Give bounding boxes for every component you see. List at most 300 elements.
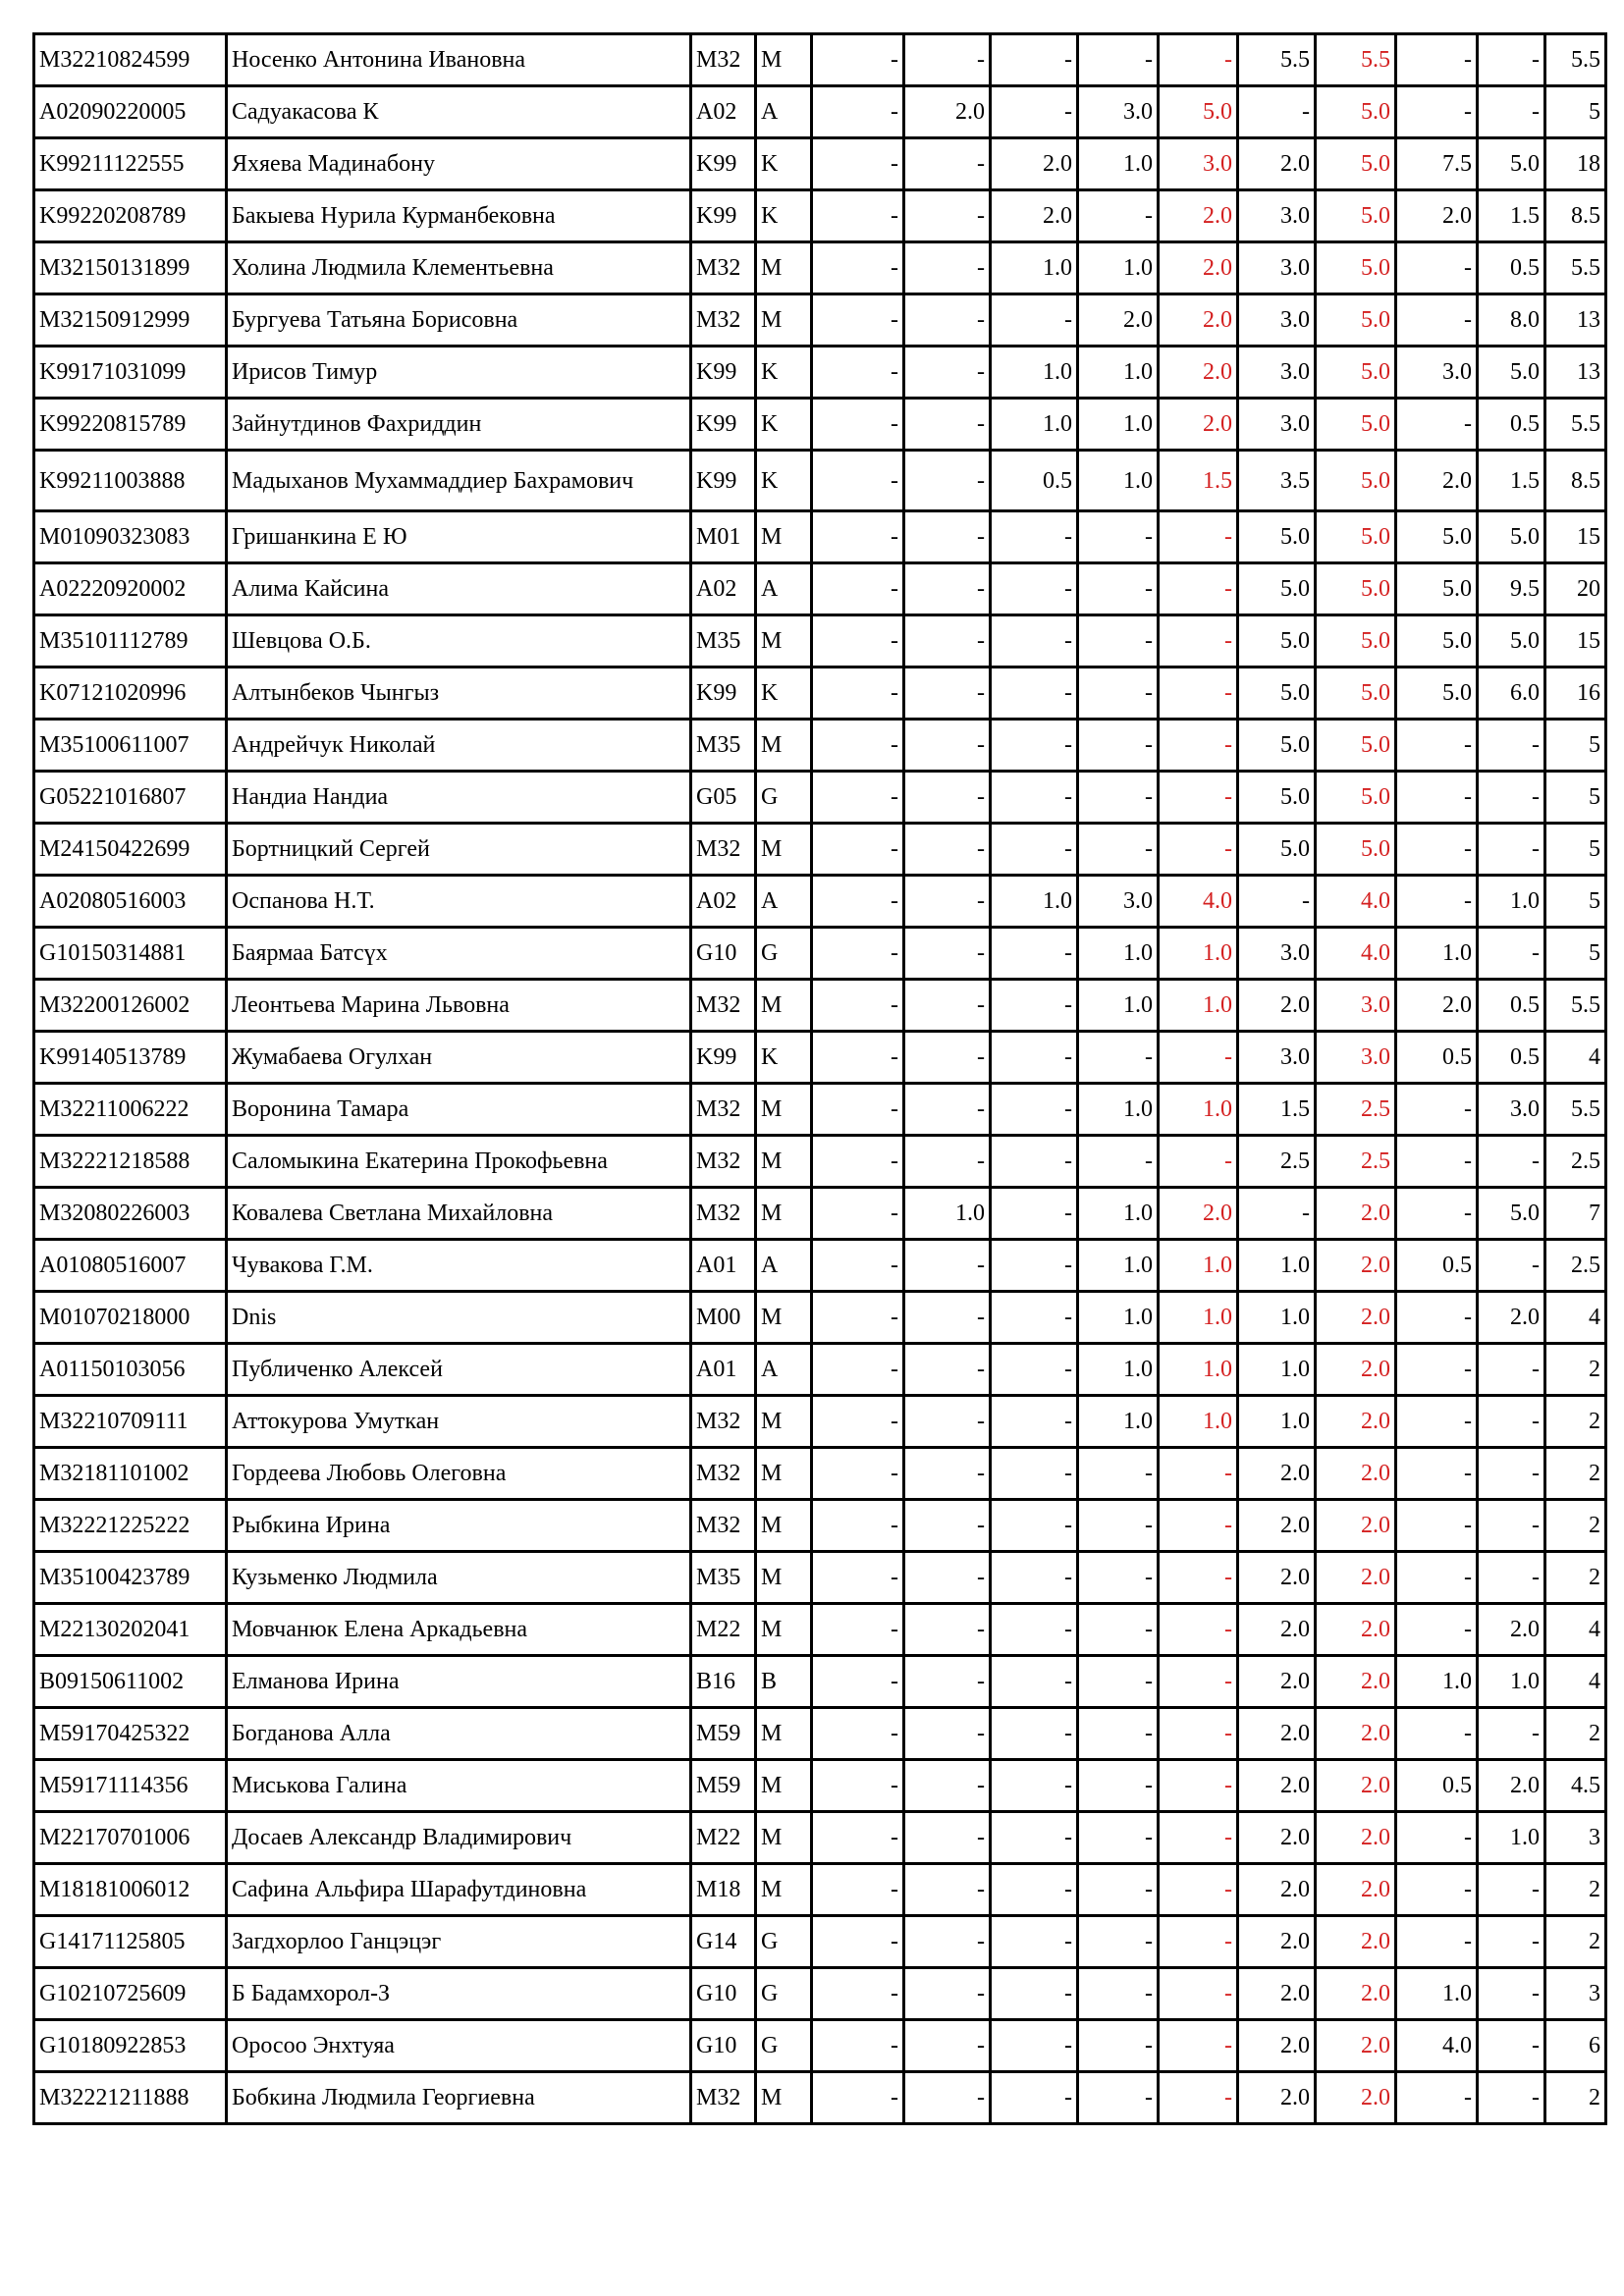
- cell-value-6: 2.0: [1238, 1968, 1316, 2020]
- cell-sum: 2: [1545, 1552, 1606, 1604]
- cell-subtotal: -: [1159, 772, 1238, 824]
- cell-group: M: [756, 1760, 812, 1812]
- cell-value-6: 1.0: [1238, 1396, 1316, 1448]
- cell-total: 2.0: [1316, 1344, 1396, 1396]
- cell-total: 5.0: [1316, 772, 1396, 824]
- cell-subtotal: 2.0: [1159, 1188, 1238, 1240]
- cell-total: 2.0: [1316, 1812, 1396, 1864]
- table-row: [34, 928, 1606, 980]
- cell-value-9: -: [1478, 1968, 1545, 2020]
- cell-code: A01: [691, 1344, 756, 1396]
- cell-name: Бакыева Нурила Курманбековна: [227, 190, 691, 242]
- cell-name: Жумабаева Огулхан: [227, 1032, 691, 1084]
- cell-subtotal: -: [1159, 34, 1238, 86]
- cell-subtotal: 3.0: [1159, 138, 1238, 190]
- cell-value-2: -: [904, 980, 991, 1032]
- cell-value-3: -: [991, 563, 1078, 615]
- table-row: [34, 1760, 1606, 1812]
- cell-value-3: -: [991, 2020, 1078, 2072]
- cell-group: M: [756, 1448, 812, 1500]
- cell-value-4: -: [1078, 563, 1159, 615]
- cell-group: M: [756, 2072, 812, 2124]
- cell-code: M32: [691, 34, 756, 86]
- cell-total: 5.0: [1316, 138, 1396, 190]
- cell-sum: 5.5: [1545, 34, 1606, 86]
- cell-subtotal: -: [1159, 563, 1238, 615]
- cell-subtotal: -: [1159, 1500, 1238, 1552]
- cell-group: M: [756, 720, 812, 772]
- cell-value-3: -: [991, 1240, 1078, 1292]
- table-row: [34, 1812, 1606, 1864]
- cell-id: M32150912999: [34, 294, 227, 347]
- table-row: [34, 1552, 1606, 1604]
- cell-code: K99: [691, 190, 756, 242]
- cell-subtotal: -: [1159, 1552, 1238, 1604]
- cell-name: Яхяева Мадинабону: [227, 138, 691, 190]
- cell-value-9: -: [1478, 1240, 1545, 1292]
- cell-value-4: -: [1078, 1448, 1159, 1500]
- cell-name: Саломыкина Екатерина Прокофьевна: [227, 1136, 691, 1188]
- cell-value-4: -: [1078, 1136, 1159, 1188]
- cell-subtotal: 2.0: [1159, 190, 1238, 242]
- cell-subtotal: 1.0: [1159, 1344, 1238, 1396]
- cell-value-1: -: [812, 980, 904, 1032]
- cell-value-3: -: [991, 772, 1078, 824]
- cell-sum: 3: [1545, 1968, 1606, 2020]
- cell-group: G: [756, 1916, 812, 1968]
- cell-value-6: 2.0: [1238, 980, 1316, 1032]
- cell-value-2: -: [904, 1292, 991, 1344]
- cell-value-9: -: [1478, 1448, 1545, 1500]
- cell-value-9: -: [1478, 928, 1545, 980]
- cell-value-8: 0.5: [1396, 1240, 1478, 1292]
- cell-group: K: [756, 667, 812, 720]
- cell-code: M59: [691, 1760, 756, 1812]
- cell-value-1: -: [812, 563, 904, 615]
- cell-id: G10180922853: [34, 2020, 227, 2072]
- cell-value-4: -: [1078, 1656, 1159, 1708]
- cell-subtotal: -: [1159, 667, 1238, 720]
- cell-value-2: -: [904, 294, 991, 347]
- cell-sum: 2: [1545, 1708, 1606, 1760]
- cell-value-2: -: [904, 1552, 991, 1604]
- table-row: [34, 1292, 1606, 1344]
- cell-value-1: -: [812, 1448, 904, 1500]
- cell-group: A: [756, 1240, 812, 1292]
- cell-id: B09150611002: [34, 1656, 227, 1708]
- cell-value-4: -: [1078, 772, 1159, 824]
- cell-id: A02080516003: [34, 876, 227, 928]
- cell-value-3: -: [991, 615, 1078, 667]
- table-row: [34, 2020, 1606, 2072]
- cell-value-2: -: [904, 138, 991, 190]
- cell-total: 4.0: [1316, 876, 1396, 928]
- cell-value-1: -: [812, 2072, 904, 2124]
- cell-value-3: -: [991, 928, 1078, 980]
- cell-value-1: -: [812, 1604, 904, 1656]
- cell-sum: 2: [1545, 1864, 1606, 1916]
- cell-value-1: -: [812, 138, 904, 190]
- cell-value-2: -: [904, 1344, 991, 1396]
- cell-total: 2.0: [1316, 1708, 1396, 1760]
- cell-value-6: 2.0: [1238, 1916, 1316, 1968]
- cell-id: M35100611007: [34, 720, 227, 772]
- cell-value-4: 1.0: [1078, 928, 1159, 980]
- cell-name: Носенко Антонина Ивановна: [227, 34, 691, 86]
- cell-group: K: [756, 347, 812, 399]
- cell-name: Мовчанюк Елена Аркадьевна: [227, 1604, 691, 1656]
- cell-code: G10: [691, 1968, 756, 2020]
- cell-group: K: [756, 451, 812, 511]
- cell-id: K99140513789: [34, 1032, 227, 1084]
- cell-name: Сафина Альфира Шарафутдиновна: [227, 1864, 691, 1916]
- cell-value-8: -: [1396, 1344, 1478, 1396]
- table-row: [34, 876, 1606, 928]
- cell-value-4: 1.0: [1078, 1240, 1159, 1292]
- cell-value-4: 1.0: [1078, 242, 1159, 294]
- cell-value-2: -: [904, 1656, 991, 1708]
- cell-subtotal: 2.0: [1159, 399, 1238, 451]
- cell-value-2: -: [904, 1812, 991, 1864]
- cell-value-9: 5.0: [1478, 1188, 1545, 1240]
- cell-value-9: -: [1478, 1396, 1545, 1448]
- cell-value-3: -: [991, 1084, 1078, 1136]
- cell-code: K99: [691, 451, 756, 511]
- cell-subtotal: -: [1159, 2020, 1238, 2072]
- cell-subtotal: 1.0: [1159, 928, 1238, 980]
- cell-value-2: -: [904, 1864, 991, 1916]
- cell-code: M32: [691, 824, 756, 876]
- cell-value-1: -: [812, 1656, 904, 1708]
- cell-value-1: -: [812, 1084, 904, 1136]
- cell-value-8: -: [1396, 1552, 1478, 1604]
- cell-sum: 15: [1545, 511, 1606, 563]
- cell-value-9: 0.5: [1478, 980, 1545, 1032]
- cell-subtotal: -: [1159, 1812, 1238, 1864]
- cell-total: 5.0: [1316, 399, 1396, 451]
- cell-code: M32: [691, 1084, 756, 1136]
- cell-code: M32: [691, 242, 756, 294]
- cell-id: M01090323083: [34, 511, 227, 563]
- cell-subtotal: 5.0: [1159, 86, 1238, 138]
- cell-value-1: -: [812, 190, 904, 242]
- cell-id: G14171125805: [34, 1916, 227, 1968]
- cell-value-3: -: [991, 34, 1078, 86]
- cell-value-1: -: [812, 667, 904, 720]
- cell-value-3: 0.5: [991, 451, 1078, 511]
- cell-value-8: -: [1396, 1448, 1478, 1500]
- cell-group: K: [756, 190, 812, 242]
- cell-total: 4.0: [1316, 928, 1396, 980]
- cell-total: 5.0: [1316, 720, 1396, 772]
- cell-value-8: 4.0: [1396, 2020, 1478, 2072]
- cell-value-2: -: [904, 824, 991, 876]
- cell-subtotal: 2.0: [1159, 242, 1238, 294]
- cell-group: A: [756, 876, 812, 928]
- cell-id: G10210725609: [34, 1968, 227, 2020]
- cell-name: Ирисов Тимур: [227, 347, 691, 399]
- cell-value-6: 1.0: [1238, 1240, 1316, 1292]
- cell-subtotal: 4.0: [1159, 876, 1238, 928]
- cell-sum: 5: [1545, 86, 1606, 138]
- table-row: [34, 451, 1606, 511]
- cell-value-1: -: [812, 615, 904, 667]
- cell-code: M00: [691, 1292, 756, 1344]
- cell-id: K07121020996: [34, 667, 227, 720]
- cell-value-2: -: [904, 876, 991, 928]
- cell-value-1: -: [812, 1032, 904, 1084]
- cell-code: M22: [691, 1604, 756, 1656]
- cell-value-3: -: [991, 1864, 1078, 1916]
- cell-value-8: 5.0: [1396, 563, 1478, 615]
- cell-code: K99: [691, 1032, 756, 1084]
- cell-sum: 4: [1545, 1032, 1606, 1084]
- cell-value-8: 1.0: [1396, 928, 1478, 980]
- cell-value-2: -: [904, 1760, 991, 1812]
- cell-group: A: [756, 563, 812, 615]
- cell-value-9: -: [1478, 1552, 1545, 1604]
- cell-value-4: -: [1078, 824, 1159, 876]
- cell-total: 5.0: [1316, 294, 1396, 347]
- table-row: [34, 1500, 1606, 1552]
- cell-value-6: -: [1238, 876, 1316, 928]
- cell-value-3: -: [991, 1188, 1078, 1240]
- cell-name: Ковалева Светлана Михайловна: [227, 1188, 691, 1240]
- cell-sum: 4.5: [1545, 1760, 1606, 1812]
- cell-value-4: 1.0: [1078, 1344, 1159, 1396]
- table-row: [34, 1448, 1606, 1500]
- cell-value-4: -: [1078, 1916, 1159, 1968]
- cell-name: Бургуева Татьяна Борисовна: [227, 294, 691, 347]
- cell-name: Воронина Тамара: [227, 1084, 691, 1136]
- cell-id: G10150314881: [34, 928, 227, 980]
- cell-value-8: -: [1396, 1604, 1478, 1656]
- cell-value-4: -: [1078, 2072, 1159, 2124]
- cell-id: M35101112789: [34, 615, 227, 667]
- cell-value-8: -: [1396, 1084, 1478, 1136]
- cell-subtotal: -: [1159, 1448, 1238, 1500]
- cell-name: Алтынбеков Чынгыз: [227, 667, 691, 720]
- cell-value-6: 5.0: [1238, 667, 1316, 720]
- table-row: [34, 2072, 1606, 2124]
- cell-value-2: -: [904, 720, 991, 772]
- cell-value-1: -: [812, 1292, 904, 1344]
- cell-subtotal: 1.5: [1159, 451, 1238, 511]
- cell-code: M32: [691, 2072, 756, 2124]
- cell-code: M32: [691, 1188, 756, 1240]
- cell-total: 2.0: [1316, 1240, 1396, 1292]
- cell-subtotal: -: [1159, 1708, 1238, 1760]
- cell-code: K99: [691, 138, 756, 190]
- table-row: [34, 138, 1606, 190]
- cell-value-9: 5.0: [1478, 138, 1545, 190]
- cell-total: 2.0: [1316, 1604, 1396, 1656]
- cell-sum: 5: [1545, 772, 1606, 824]
- table-row: [34, 294, 1606, 347]
- cell-id: M32200126002: [34, 980, 227, 1032]
- cell-value-8: -: [1396, 876, 1478, 928]
- cell-id: M22130202041: [34, 1604, 227, 1656]
- cell-value-6: -: [1238, 1188, 1316, 1240]
- cell-total: 5.0: [1316, 615, 1396, 667]
- cell-value-2: -: [904, 2072, 991, 2124]
- cell-value-9: -: [1478, 772, 1545, 824]
- cell-total: 2.0: [1316, 1968, 1396, 2020]
- cell-sum: 8.5: [1545, 190, 1606, 242]
- cell-name: Аттокурова Умуткан: [227, 1396, 691, 1448]
- cell-value-6: 5.0: [1238, 772, 1316, 824]
- table-row: [34, 1396, 1606, 1448]
- table-row: [34, 1084, 1606, 1136]
- table-row: [34, 1136, 1606, 1188]
- table-row: [34, 563, 1606, 615]
- cell-value-1: -: [812, 1708, 904, 1760]
- cell-name: Оспанова Н.Т.: [227, 876, 691, 928]
- cell-code: B16: [691, 1656, 756, 1708]
- cell-value-2: 2.0: [904, 86, 991, 138]
- cell-value-2: -: [904, 242, 991, 294]
- cell-id: M32181101002: [34, 1448, 227, 1500]
- cell-group: A: [756, 86, 812, 138]
- cell-value-9: -: [1478, 34, 1545, 86]
- cell-value-4: 1.0: [1078, 138, 1159, 190]
- cell-id: K99220208789: [34, 190, 227, 242]
- cell-subtotal: -: [1159, 1916, 1238, 1968]
- cell-value-6: 2.0: [1238, 1552, 1316, 1604]
- cell-value-1: -: [812, 1552, 904, 1604]
- cell-total: 3.0: [1316, 1032, 1396, 1084]
- cell-id: M32211006222: [34, 1084, 227, 1136]
- cell-value-3: -: [991, 2072, 1078, 2124]
- cell-sum: 13: [1545, 347, 1606, 399]
- table-row: [34, 1188, 1606, 1240]
- cell-total: 5.0: [1316, 86, 1396, 138]
- cell-value-1: -: [812, 1500, 904, 1552]
- cell-value-4: 3.0: [1078, 876, 1159, 928]
- cell-value-8: -: [1396, 399, 1478, 451]
- cell-value-4: -: [1078, 720, 1159, 772]
- cell-value-4: -: [1078, 1500, 1159, 1552]
- table-row: [34, 242, 1606, 294]
- cell-value-3: -: [991, 1916, 1078, 1968]
- cell-value-6: 3.0: [1238, 190, 1316, 242]
- cell-value-9: 3.0: [1478, 1084, 1545, 1136]
- cell-name: Рыбкина Ирина: [227, 1500, 691, 1552]
- cell-total: 5.0: [1316, 347, 1396, 399]
- cell-code: M59: [691, 1708, 756, 1760]
- cell-value-1: -: [812, 399, 904, 451]
- cell-value-2: -: [904, 1032, 991, 1084]
- cell-id: M32210824599: [34, 34, 227, 86]
- cell-name: Мадыханов Мухаммаддиер Бахрамович: [227, 451, 691, 511]
- cell-group: G: [756, 772, 812, 824]
- cell-value-6: 1.5: [1238, 1084, 1316, 1136]
- cell-value-9: 1.5: [1478, 451, 1545, 511]
- cell-value-6: 5.0: [1238, 720, 1316, 772]
- cell-value-1: -: [812, 928, 904, 980]
- cell-value-4: -: [1078, 1812, 1159, 1864]
- cell-code: G10: [691, 2020, 756, 2072]
- cell-group: K: [756, 1032, 812, 1084]
- cell-value-3: -: [991, 1500, 1078, 1552]
- cell-sum: 2: [1545, 1500, 1606, 1552]
- table-row: [34, 980, 1606, 1032]
- cell-total: 2.0: [1316, 1760, 1396, 1812]
- cell-sum: 5.5: [1545, 242, 1606, 294]
- cell-value-4: 1.0: [1078, 1396, 1159, 1448]
- cell-group: M: [756, 1084, 812, 1136]
- cell-sum: 3: [1545, 1812, 1606, 1864]
- cell-value-2: 1.0: [904, 1188, 991, 1240]
- cell-code: K99: [691, 347, 756, 399]
- table-row: [34, 347, 1606, 399]
- cell-total: 2.0: [1316, 1292, 1396, 1344]
- cell-value-4: -: [1078, 34, 1159, 86]
- cell-total: 5.5: [1316, 34, 1396, 86]
- cell-value-3: 1.0: [991, 347, 1078, 399]
- cell-name: Зайнутдинов Фахриддин: [227, 399, 691, 451]
- cell-subtotal: -: [1159, 1136, 1238, 1188]
- cell-total: 5.0: [1316, 451, 1396, 511]
- cell-value-3: -: [991, 1812, 1078, 1864]
- cell-value-8: 2.0: [1396, 190, 1478, 242]
- cell-id: K99171031099: [34, 347, 227, 399]
- cell-value-1: -: [812, 1760, 904, 1812]
- cell-code: A02: [691, 876, 756, 928]
- cell-total: 5.0: [1316, 190, 1396, 242]
- cell-value-8: -: [1396, 34, 1478, 86]
- cell-value-2: -: [904, 1084, 991, 1136]
- cell-total: 2.5: [1316, 1084, 1396, 1136]
- cell-group: M: [756, 242, 812, 294]
- cell-value-9: -: [1478, 1344, 1545, 1396]
- cell-group: K: [756, 138, 812, 190]
- cell-value-1: -: [812, 1240, 904, 1292]
- cell-id: A02220920002: [34, 563, 227, 615]
- cell-subtotal: 2.0: [1159, 347, 1238, 399]
- cell-value-8: -: [1396, 2072, 1478, 2124]
- cell-code: M32: [691, 294, 756, 347]
- cell-value-6: 5.5: [1238, 34, 1316, 86]
- cell-code: M01: [691, 511, 756, 563]
- table-row: [34, 1344, 1606, 1396]
- cell-id: K99211122555: [34, 138, 227, 190]
- cell-value-8: -: [1396, 1500, 1478, 1552]
- cell-value-1: -: [812, 1188, 904, 1240]
- cell-value-9: 5.0: [1478, 347, 1545, 399]
- cell-id: M32080226003: [34, 1188, 227, 1240]
- cell-value-4: -: [1078, 1864, 1159, 1916]
- cell-value-2: -: [904, 1500, 991, 1552]
- cell-code: G05: [691, 772, 756, 824]
- cell-value-6: 2.0: [1238, 1760, 1316, 1812]
- cell-id: M01070218000: [34, 1292, 227, 1344]
- cell-value-8: -: [1396, 1864, 1478, 1916]
- cell-value-1: -: [812, 720, 904, 772]
- cell-group: G: [756, 1968, 812, 2020]
- cell-name: Миськова Галина: [227, 1760, 691, 1812]
- cell-value-2: -: [904, 399, 991, 451]
- cell-name: Dnis: [227, 1292, 691, 1344]
- cell-sum: 5.5: [1545, 1084, 1606, 1136]
- cell-value-8: -: [1396, 86, 1478, 138]
- cell-value-1: -: [812, 86, 904, 138]
- cell-value-8: -: [1396, 772, 1478, 824]
- cell-subtotal: -: [1159, 824, 1238, 876]
- cell-group: M: [756, 1188, 812, 1240]
- cell-value-3: -: [991, 980, 1078, 1032]
- cell-value-8: -: [1396, 1136, 1478, 1188]
